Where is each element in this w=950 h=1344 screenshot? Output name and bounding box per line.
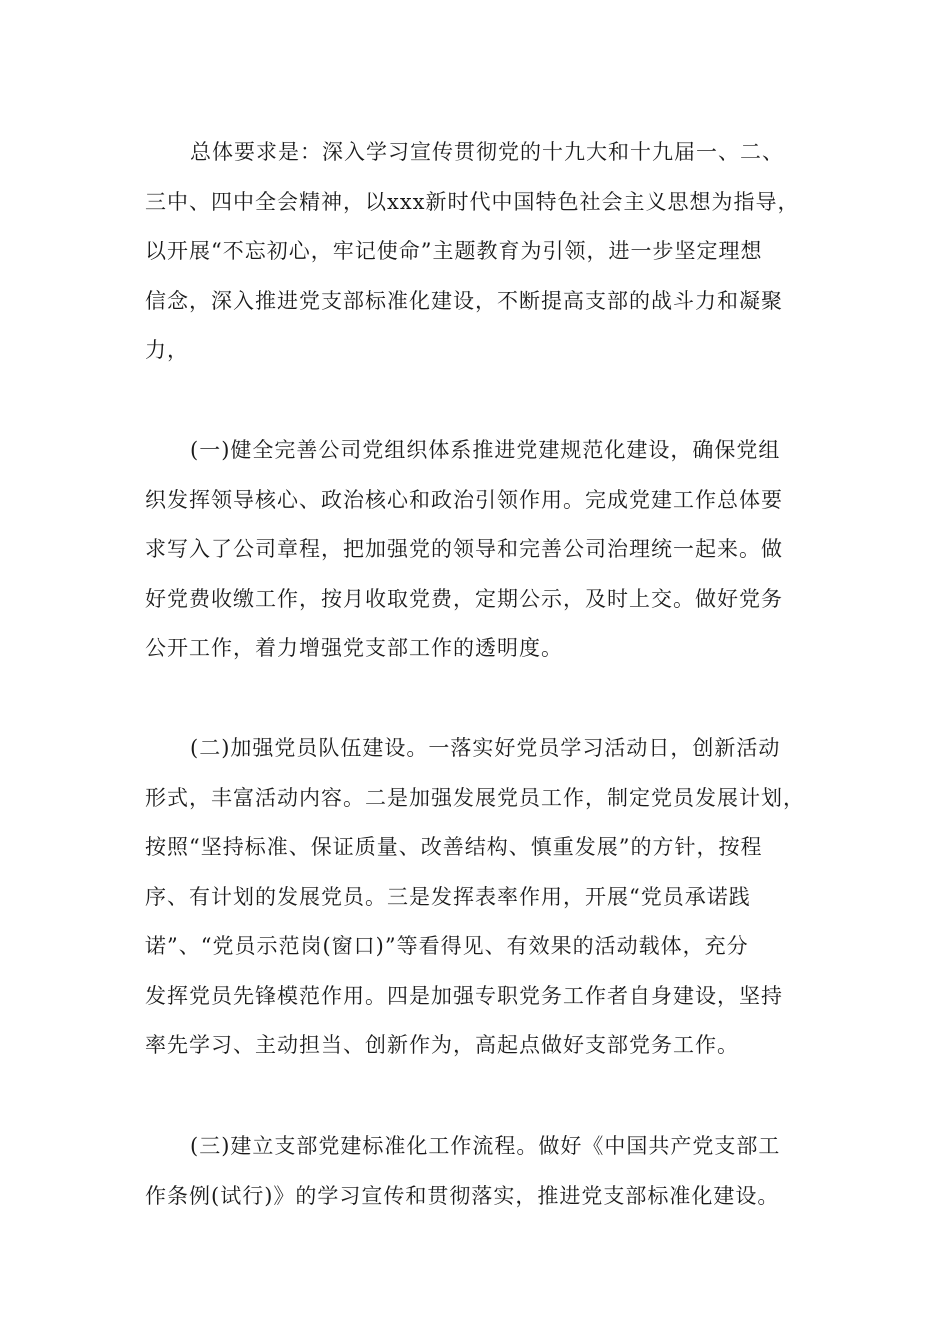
paragraph-line: 好党费收缴工作，按月收取党费，定期公示，及时上交。做好党务: [145, 586, 783, 611]
paragraph-line: 序、有计划的发展党员。三是发挥表率作用，开展“党员承诺践: [145, 884, 751, 909]
paragraph-line: 总体要求是：深入学习宣传贯彻党的十九大和十九届一、二、: [190, 140, 784, 164]
paragraph-line: 发挥党员先锋模范作用。四是加强专职党务工作者自身建设，坚持: [145, 983, 783, 1008]
paragraph-line: 信念，深入推进党支部标准化建设，不断提高支部的战斗力和凝聚: [145, 288, 783, 313]
paragraph-line: (三)建立支部党建标准化工作流程。做好《中国共产党支部工: [190, 1134, 781, 1158]
paragraph-section-2: [145, 724, 805, 1071]
paragraph-line: 形式，丰富活动内容。二是加强发展党员工作，制定党员发展计划，: [145, 785, 805, 810]
paragraph-line: 率先学习、主动担当、创新作为，高起点做好支部党务工作。: [145, 1033, 739, 1057]
paragraph-section-3: [145, 1122, 805, 1221]
paragraph-line: 按照“坚持标准、保证质量、改善结构、慎重发展”的方针，按程: [145, 835, 763, 859]
paragraph-line: 织发挥领导核心、政治核心和政治引领作用。完成党建工作总体要: [145, 487, 783, 512]
paragraph-line: 诺”、“党员示范岗(窗口)”等看得见、有效果的活动载体，充分: [145, 934, 749, 958]
paragraph-line: 作条例(试行)》的学习宣传和贯彻落实，推进党支部标准化建设。: [145, 1183, 780, 1208]
paragraph-overall-requirements: [145, 128, 805, 376]
paragraph-section-1: [145, 426, 805, 674]
paragraph-line: 以开展“不忘初心，牢记使命”主题教育为引领，进一步坚定理想: [145, 239, 763, 263]
paragraph-line: 公开工作，着力增强党支部工作的透明度。: [145, 636, 563, 660]
paragraph-line: 三中、四中全会精神，以xxx新时代中国特色社会主义思想为指导，: [145, 189, 800, 214]
paragraph-line: (一)健全完善公司党组织体系推进党建规范化建设，确保党组: [190, 438, 781, 462]
paragraph-line: 力，: [145, 338, 189, 362]
paragraph-line: 求写入了公司章程，把加强党的领导和完善公司治理统一起来。做: [145, 537, 783, 561]
paragraph-line: (二)加强党员队伍建设。一落实好党员学习活动日，创新活动: [190, 736, 781, 760]
